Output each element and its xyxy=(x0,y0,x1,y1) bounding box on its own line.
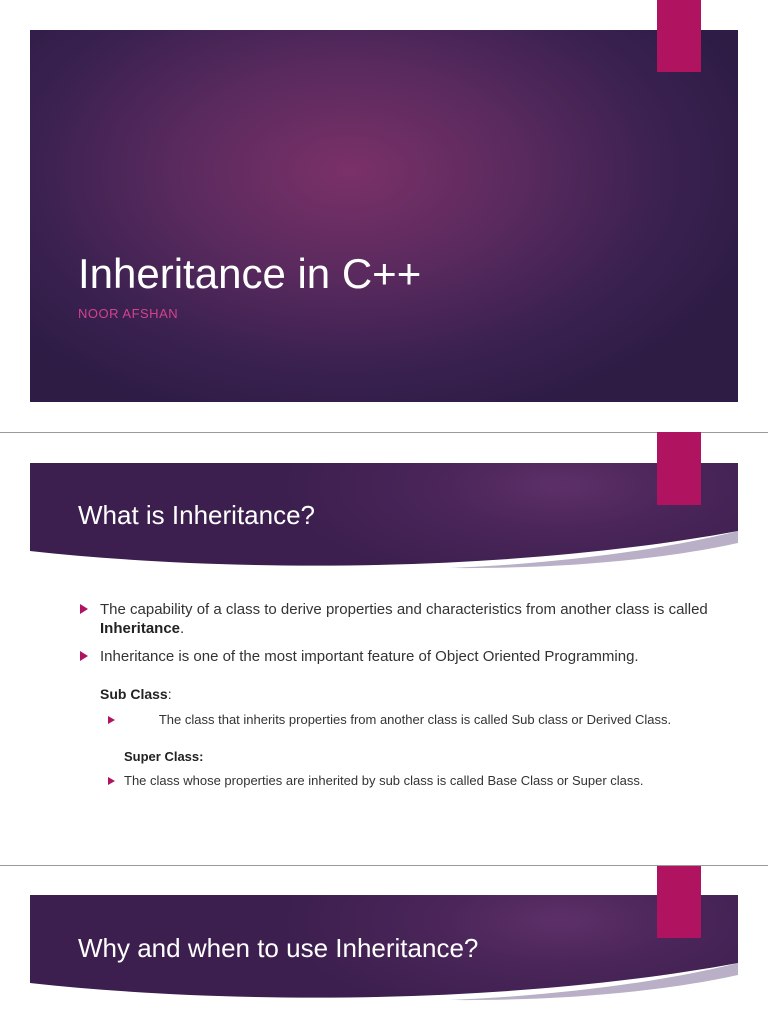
slide-subtitle-author: NOOR AFSHAN xyxy=(78,306,179,321)
page-divider xyxy=(0,865,768,866)
slide3-accent-tab xyxy=(657,866,701,938)
sub-class-colon: : xyxy=(167,686,172,702)
bullet-definition xyxy=(100,600,710,638)
sub-bullet-arrow-icon xyxy=(108,777,115,785)
sub-class-definition: The class that inherits properties from another class is called Sub class or Derived Class. xyxy=(158,712,672,727)
bullet-definition-end: . xyxy=(180,620,185,637)
bullet-definition-bold: Inheritance xyxy=(100,620,181,637)
slide2-title: What is Inheritance? xyxy=(78,500,316,530)
slide1-accent-tab xyxy=(657,0,701,72)
sub-class-label: Sub Class xyxy=(100,686,168,702)
bullet-arrow-icon xyxy=(80,651,88,661)
bullet-definition-text: The capability of a class to derive properties and characteristics from another class is called xyxy=(100,601,708,618)
slide-title: Inheritance in C++ xyxy=(78,250,422,297)
sub-class-heading xyxy=(100,685,172,704)
slide2-accent-tab xyxy=(657,432,701,505)
sub-bullet-arrow-icon xyxy=(108,716,115,724)
bullet-arrow-icon xyxy=(80,604,88,614)
super-class-definition: The class whose properties are inherited by sub class is called Base Class or Super class. xyxy=(124,773,644,788)
bullet-importance: Inheritance is one of the most important feature of Object Oriented Programming. xyxy=(100,648,639,665)
super-class-heading: Super Class: xyxy=(124,749,204,764)
title-slide xyxy=(30,30,738,402)
slide3-title: Why and when to use Inheritance? xyxy=(78,933,479,963)
page-divider xyxy=(0,432,768,433)
